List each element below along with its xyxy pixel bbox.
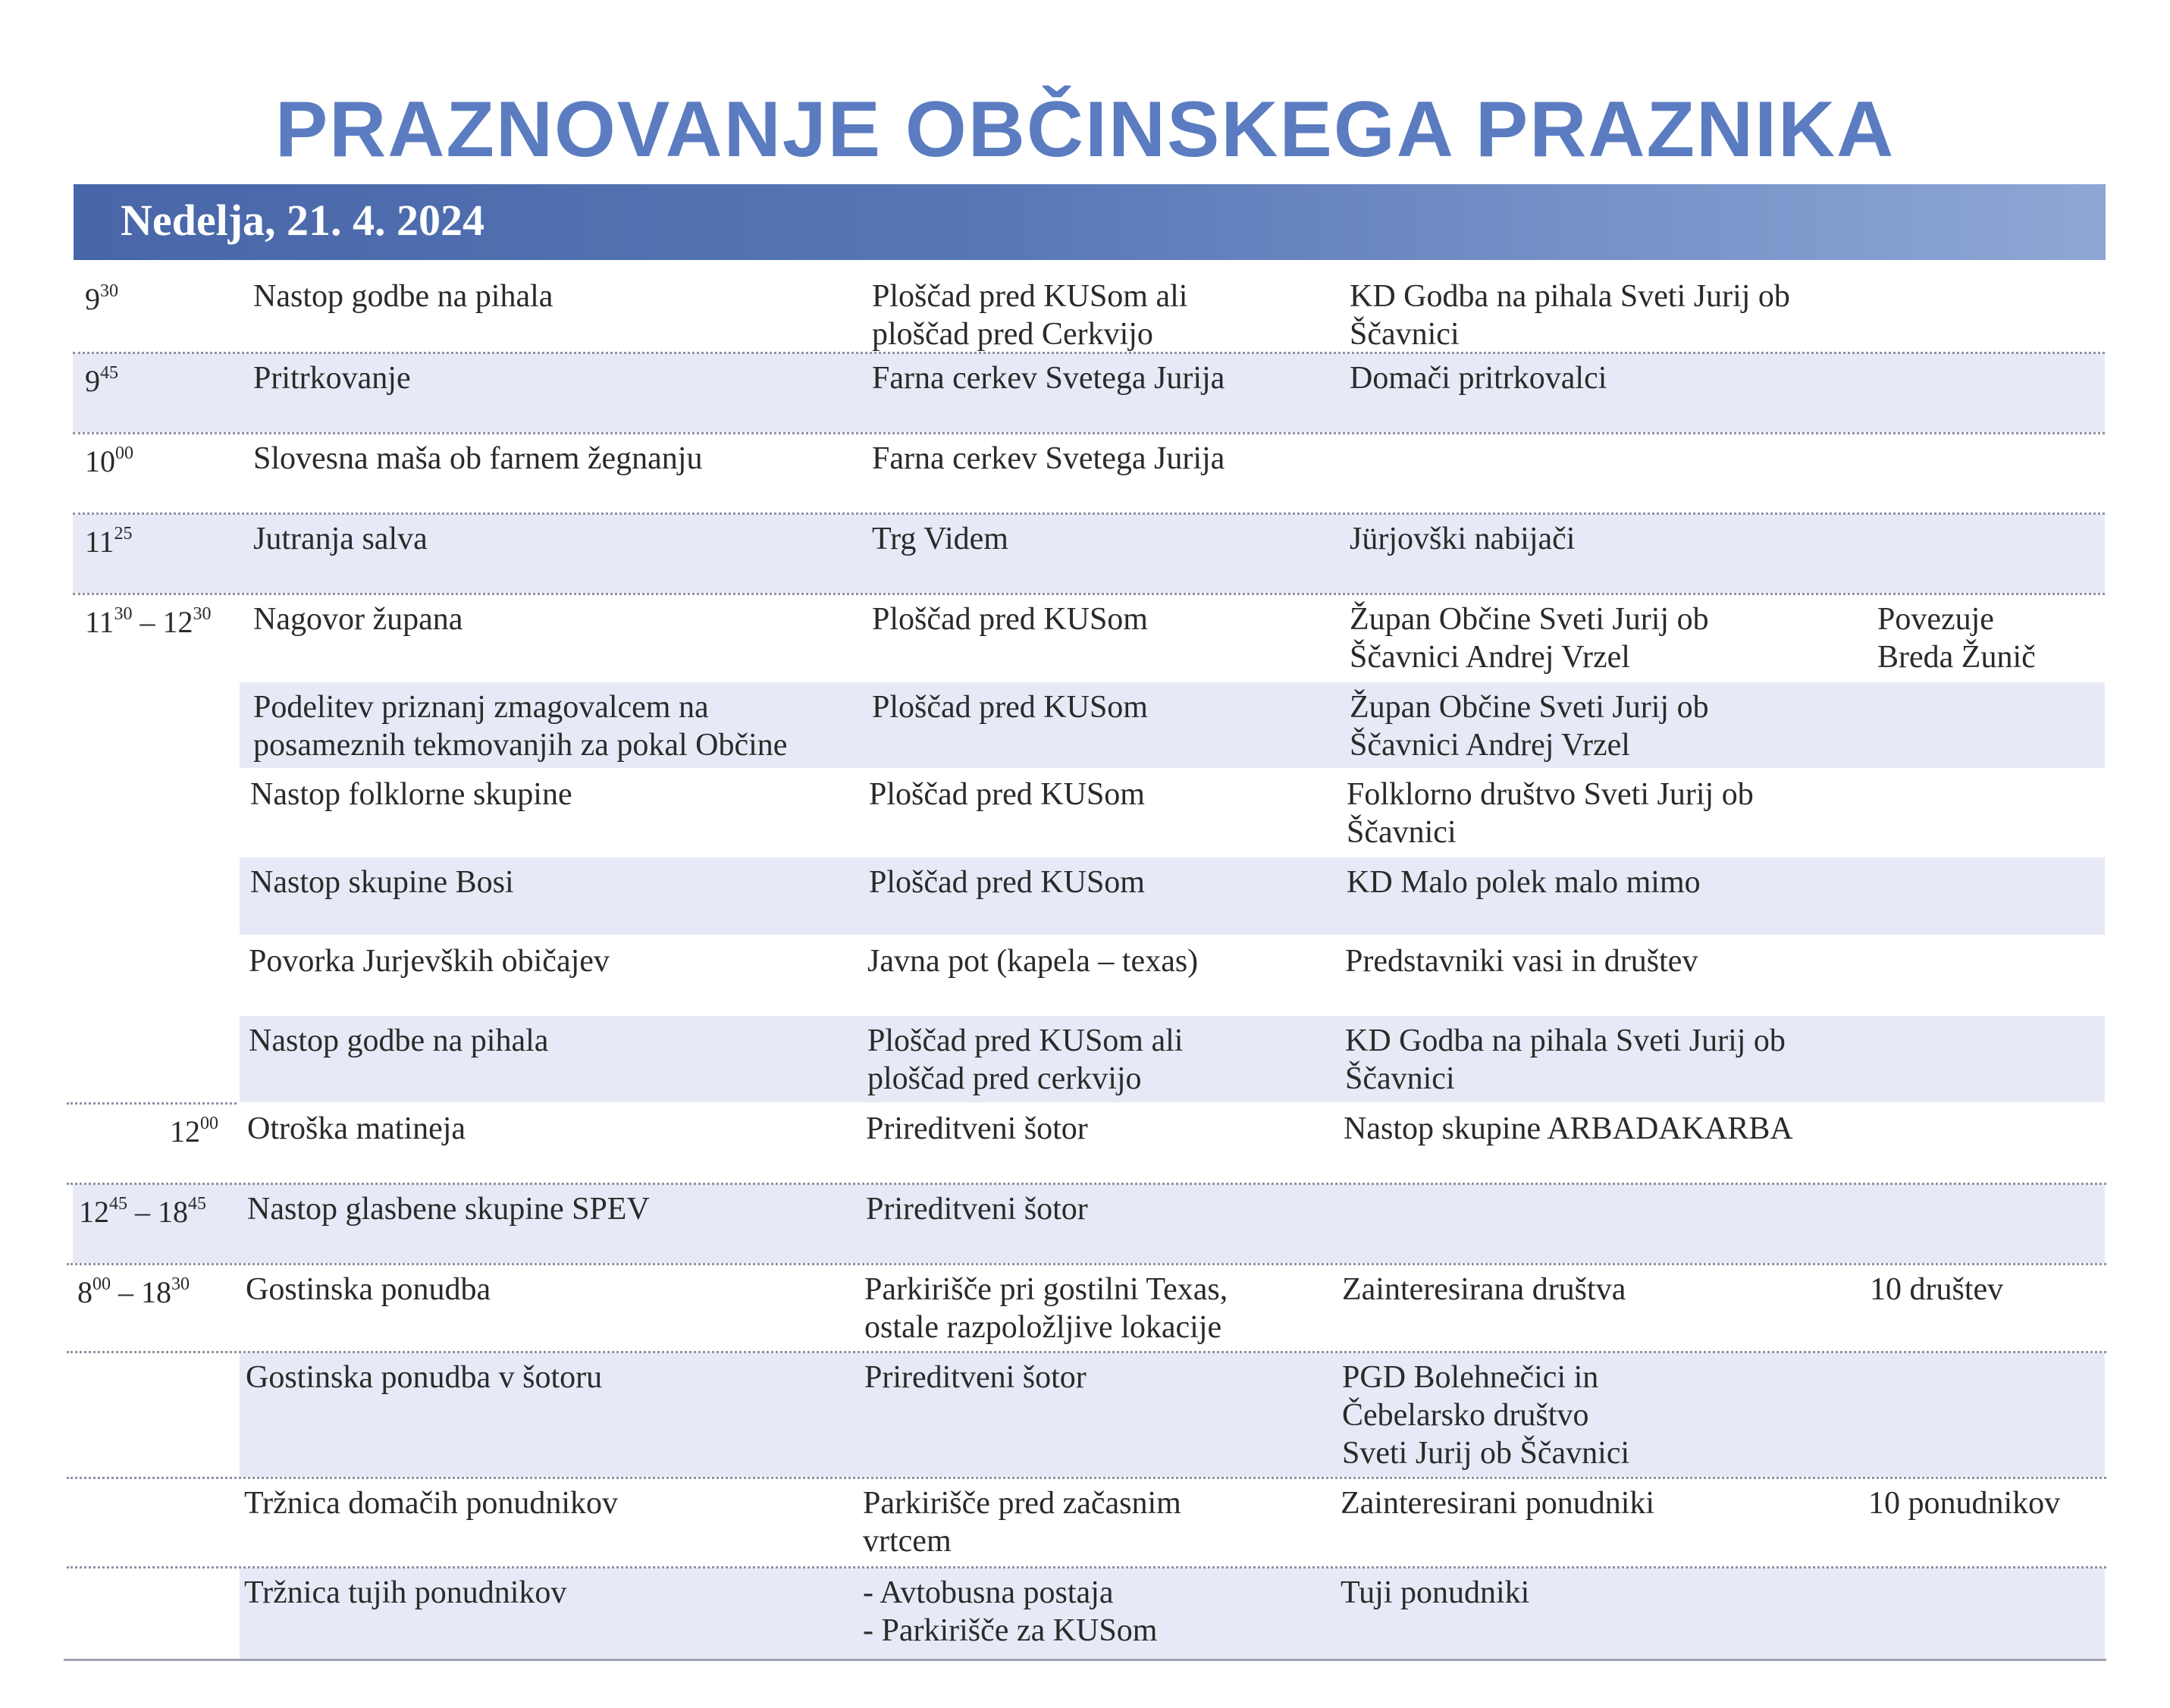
performer-cell-line: KD Godba na pihala Sveti Jurij ob	[1345, 1023, 1786, 1058]
note-cell-line: 10 ponudnikov	[1868, 1486, 2061, 1521]
row-separator	[73, 352, 2105, 354]
time-cell	[85, 603, 212, 641]
location-cell-line: Parkirišče pred začasnim	[863, 1486, 1181, 1521]
time-minutes: 45	[109, 1194, 127, 1214]
event-cell-line: Pritrkovanje	[253, 361, 411, 396]
schedule-row	[0, 769, 2170, 856]
event-cell-line: Otroška matineja	[247, 1111, 466, 1146]
performer-cell	[1341, 1574, 1529, 1612]
performer-cell	[1342, 1271, 1626, 1308]
time-cell	[170, 1113, 218, 1151]
performer-cell	[1350, 359, 1607, 397]
time-minutes: 00	[93, 1274, 111, 1294]
performer-cell	[1347, 863, 1701, 901]
event-cell	[253, 277, 553, 315]
day-label: Nedelja, 21. 4. 2024	[121, 196, 485, 245]
schedule-row	[0, 434, 2170, 512]
schedule-row	[0, 353, 2170, 432]
performer-cell-line: Čebelarsko društvo	[1342, 1398, 1589, 1433]
time-hour: 9	[85, 282, 100, 316]
time-range-dash: –	[127, 1195, 158, 1229]
performer-cell-line: Sveti Jurij ob Ščavnici	[1342, 1436, 1630, 1471]
event-cell	[253, 359, 411, 397]
location-cell-line: Ploščad pred KUSom	[869, 865, 1145, 900]
location-cell	[866, 1190, 1088, 1228]
location-cell-line: ploščad pred Cerkvijo	[872, 317, 1153, 352]
time-hour: 9	[85, 364, 100, 398]
event-cell-line: Gostinska ponudba	[246, 1272, 491, 1307]
time-minutes: 30	[114, 604, 133, 624]
row-separator	[73, 593, 2105, 595]
performer-cell-line: KD Malo polek malo mimo	[1347, 865, 1701, 900]
location-cell	[863, 1574, 1157, 1650]
event-cell-line: Nastop folklorne skupine	[250, 777, 572, 812]
schedule-row	[0, 1568, 2170, 1659]
event-cell	[246, 1271, 491, 1308]
time-hour: 12	[170, 1114, 200, 1149]
location-cell-line: ostale razpoložljive lokacije	[864, 1310, 1222, 1345]
schedule-row	[0, 1265, 2170, 1351]
performer-cell-line: KD Godba na pihala Sveti Jurij ob	[1350, 279, 1790, 314]
event-cell-line: Slovesna maša ob farnem žegnanju	[253, 441, 703, 476]
time-hour: 12	[79, 1195, 109, 1229]
location-cell-line: vrtcem	[863, 1524, 952, 1559]
performer-cell-line: Nastop skupine ARBADAKARBA	[1344, 1111, 1793, 1146]
event-cell-line: Gostinska ponudba v šotoru	[246, 1360, 603, 1395]
event-cell-line: Povorka Jurjevških običajev	[249, 944, 610, 979]
note-cell	[1868, 1484, 2060, 1522]
time-minutes: 00	[115, 443, 133, 463]
performer-cell-line: PGD Bolehnečici in	[1342, 1360, 1599, 1395]
event-cell-line: Podelitev priznanj zmagovalcem na	[253, 690, 709, 725]
time-hour: 10	[85, 444, 115, 478]
row-shading	[240, 857, 2105, 935]
event-cell	[253, 600, 463, 638]
location-cell	[867, 942, 1198, 980]
location-cell	[866, 1110, 1088, 1148]
schedule-row	[0, 1352, 2170, 1477]
row-separator	[67, 1351, 2106, 1353]
row-separator	[73, 512, 2105, 515]
schedule-row	[0, 1184, 2170, 1263]
location-cell-line: Farna cerkev Svetega Jurija	[872, 441, 1225, 476]
location-cell-line: Javna pot (kapela – texas)	[867, 944, 1199, 979]
performer-cell	[1345, 942, 1698, 980]
time-hour: 11	[85, 605, 114, 639]
event-cell-line: Nastop godbe na pihala	[253, 279, 553, 314]
performer-cell-line: Župan Občine Sveti Jurij ob	[1350, 602, 1709, 637]
performer-cell-line: Ščavnici Andrej Vrzel	[1350, 640, 1630, 675]
location-cell-line: Prireditveni šotor	[866, 1192, 1088, 1227]
row-separator	[67, 1263, 2106, 1265]
performer-cell-line: Župan Občine Sveti Jurij ob	[1350, 690, 1709, 725]
location-cell-line: Ploščad pred KUSom	[872, 602, 1148, 637]
event-cell	[246, 1359, 602, 1396]
performer-cell	[1344, 1110, 1793, 1148]
performer-cell-line: Folklorno društvo Sveti Jurij ob	[1347, 777, 1754, 812]
performer-cell	[1350, 688, 1709, 764]
time-minutes: 30	[100, 281, 118, 301]
performer-cell	[1342, 1359, 1629, 1472]
event-cell-line: Nastop skupine Bosi	[250, 865, 514, 900]
time-cell	[85, 280, 118, 318]
performer-cell	[1350, 277, 1790, 353]
schedule-row	[0, 682, 2170, 768]
schedule-row	[0, 594, 2170, 681]
table-bottom-border	[64, 1659, 2106, 1661]
performer-cell-line: Ščavnici Andrej Vrzel	[1350, 728, 1630, 763]
location-cell	[872, 600, 1148, 638]
schedule-row	[0, 1104, 2170, 1183]
location-cell	[864, 1271, 1228, 1346]
location-cell-line: Ploščad pred KUSom ali	[867, 1023, 1184, 1058]
schedule-row	[0, 514, 2170, 593]
time-range-dash: –	[111, 1275, 141, 1309]
performer-cell-line: Ščavnici	[1345, 1061, 1455, 1096]
time-hour: 11	[85, 525, 114, 559]
time-hour: 18	[158, 1195, 188, 1229]
schedule-row	[0, 1016, 2170, 1102]
row-separator	[67, 1183, 2106, 1185]
location-cell-line: - Parkirišče za KUSom	[863, 1613, 1158, 1648]
event-cell	[253, 440, 702, 478]
event-cell	[244, 1484, 618, 1522]
location-cell-line: ploščad pred cerkvijo	[867, 1061, 1142, 1096]
location-cell-line: Prireditveni šotor	[866, 1111, 1088, 1146]
location-cell	[872, 277, 1187, 353]
performer-cell	[1350, 520, 1575, 558]
performer-cell-line: Tuji ponudniki	[1341, 1575, 1530, 1610]
event-cell-line: posameznih tekmovanjih za pokal Občine	[253, 728, 788, 763]
time-minutes: 45	[188, 1194, 206, 1214]
time-cell	[85, 523, 133, 561]
time-minutes: 30	[193, 604, 212, 624]
performer-cell-line: Predstavniki vasi in društev	[1345, 944, 1698, 979]
location-cell	[872, 440, 1225, 478]
event-cell	[250, 863, 514, 901]
row-separator	[73, 432, 2105, 434]
location-cell-line: Ploščad pred KUSom	[869, 777, 1145, 812]
event-cell-line: Nastop godbe na pihala	[249, 1023, 549, 1058]
location-cell-line: Farna cerkev Svetega Jurija	[872, 361, 1225, 396]
schedule-row	[0, 1478, 2170, 1566]
event-cell	[249, 942, 610, 980]
location-cell	[872, 359, 1225, 397]
location-cell	[863, 1484, 1181, 1560]
time-minutes: 00	[200, 1114, 218, 1133]
location-cell	[864, 1359, 1087, 1396]
note-cell-line: Breda Žunič	[1877, 640, 2036, 675]
location-cell-line: Ploščad pred KUSom ali	[872, 279, 1188, 314]
time-range-dash: –	[132, 605, 163, 639]
time-minutes: 30	[171, 1274, 190, 1294]
performer-cell-line: Jürjovški nabijači	[1350, 522, 1576, 556]
event-cell	[247, 1190, 650, 1228]
time-minutes: 45	[100, 363, 118, 383]
performer-cell-line: Ščavnici	[1347, 815, 1457, 850]
note-cell	[1870, 1271, 2003, 1308]
event-cell-line: Nastop glasbene skupine SPEV	[247, 1192, 650, 1227]
note-cell-line: 10 društev	[1870, 1272, 2004, 1307]
schedule-row	[0, 857, 2170, 935]
performer-cell	[1345, 1022, 1786, 1098]
location-cell	[872, 520, 1008, 558]
performer-cell	[1347, 776, 1754, 851]
location-cell	[867, 1022, 1183, 1098]
time-cell	[79, 1193, 206, 1231]
location-cell	[869, 863, 1145, 901]
event-cell-line: Tržnica tujih ponudnikov	[244, 1575, 567, 1610]
time-hour: 18	[141, 1275, 171, 1309]
performer-cell-line: Zainteresirana društva	[1342, 1272, 1626, 1307]
event-cell-line: Jutranja salva	[253, 522, 428, 556]
note-cell-line: Povezuje	[1877, 602, 1994, 637]
event-cell	[253, 688, 787, 764]
location-cell	[872, 688, 1148, 726]
note-cell	[1877, 600, 2036, 676]
row-separator	[67, 1102, 237, 1105]
time-hour: 12	[162, 605, 193, 639]
location-cell-line: - Avtobusna postaja	[863, 1575, 1114, 1610]
location-cell-line: Ploščad pred KUSom	[872, 690, 1148, 725]
time-cell	[85, 443, 133, 481]
location-cell-line: Trg Videm	[872, 522, 1008, 556]
event-cell-line: Tržnica domačih ponudnikov	[244, 1486, 619, 1521]
performer-cell	[1350, 600, 1709, 676]
row-separator	[67, 1477, 2106, 1479]
schedule-row	[0, 271, 2170, 352]
event-cell	[253, 520, 428, 558]
location-cell	[869, 776, 1145, 813]
schedule-row	[0, 936, 2170, 1014]
performer-cell-line: Domači pritrkovalci	[1350, 361, 1607, 396]
event-cell-line: Nagovor župana	[253, 602, 463, 637]
event-cell	[250, 776, 572, 813]
location-cell-line: Parkirišče pri gostilni Texas,	[864, 1272, 1228, 1307]
location-cell-line: Prireditveni šotor	[864, 1360, 1087, 1395]
time-minutes: 25	[114, 524, 133, 544]
time-cell	[77, 1274, 190, 1312]
page-title: PRAZNOVANJE OBČINSKEGA PRAZNIKA	[274, 86, 1896, 174]
performer-cell	[1341, 1484, 1654, 1522]
time-hour: 8	[77, 1275, 93, 1309]
row-separator	[67, 1566, 2106, 1569]
event-cell	[247, 1110, 466, 1148]
event-cell	[244, 1574, 566, 1612]
performer-cell-line: Ščavnici	[1350, 317, 1460, 352]
performer-cell-line: Zainteresirani ponudniki	[1341, 1486, 1655, 1521]
time-cell	[85, 362, 118, 400]
event-cell	[249, 1022, 548, 1060]
